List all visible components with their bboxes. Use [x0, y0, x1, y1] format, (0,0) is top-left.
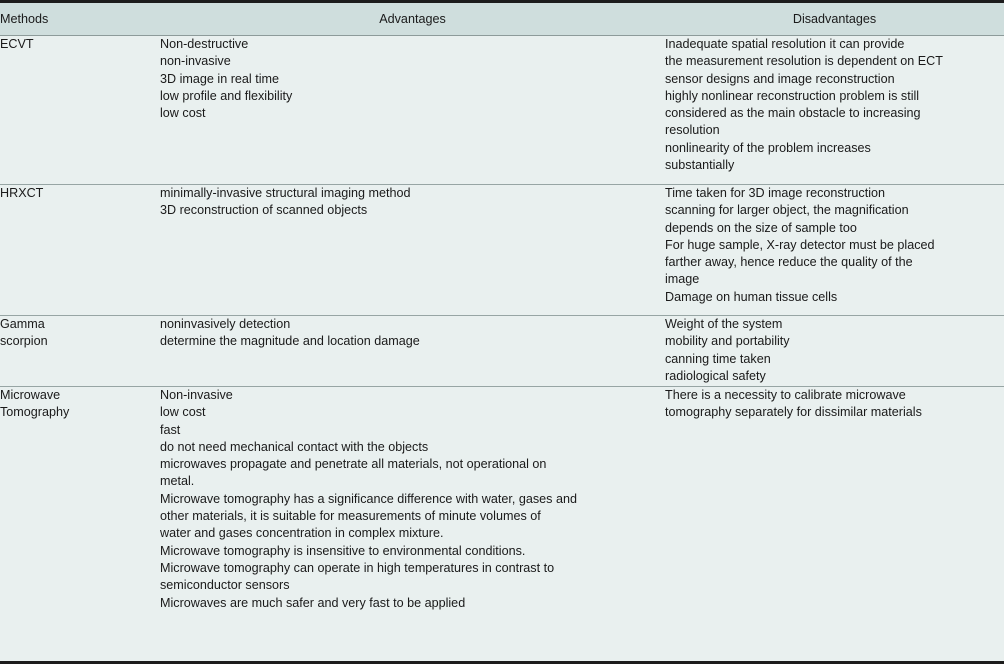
- advantage-line: Non-destructive: [160, 37, 249, 51]
- methods-comparison-table: [0, 3, 1004, 615]
- cell-advantages: [160, 185, 665, 316]
- column-header-disadvantages: Disadvantages: [665, 3, 1004, 36]
- disadvantages-lines: [665, 36, 1004, 174]
- header-row: [0, 3, 1004, 36]
- advantage-line: determine the magnitude and location damage: [160, 334, 420, 349]
- advantage-line: non-invasive: [160, 54, 231, 69]
- disadvantages-lines: [665, 316, 1004, 385]
- advantage-line: Non-invasive: [160, 388, 233, 402]
- advantage-line: microwaves propagate and penetrate all materials, not operational on: [160, 457, 547, 472]
- cell-method: [0, 185, 160, 316]
- disadvantage-line: highly nonlinear reconstruction problem is still: [665, 88, 920, 103]
- advantage-line: 3D reconstruction of scanned objects: [160, 203, 368, 218]
- disadvantage-line: mobility and portability: [665, 334, 790, 349]
- disadvantage-line: farther away, hence reduce the quality of the: [665, 255, 913, 270]
- advantage-line: Microwave tomography can operate in high temperatures in contrast to: [160, 560, 555, 575]
- disadvantage-line: Time taken for 3D image reconstruction: [665, 186, 886, 200]
- cell-disadvantages: [665, 185, 1004, 316]
- method-name-line: Gamma: [0, 317, 45, 331]
- cell-advantages: [160, 387, 665, 616]
- advantages-lines: [160, 185, 665, 220]
- method-name-line: scorpion: [0, 334, 48, 349]
- method-name-lines: [0, 387, 160, 422]
- advantages-lines: [160, 316, 665, 351]
- cell-disadvantages: [665, 387, 1004, 616]
- disadvantage-line: sensor designs and image reconstruction: [665, 71, 895, 86]
- disadvantage-line: resolution: [665, 123, 720, 138]
- column-header-methods: Methods: [0, 3, 160, 36]
- disadvantage-line: nonlinearity of the problem increases: [665, 140, 871, 155]
- method-name-line: Microwave: [0, 388, 61, 402]
- advantages-lines: [160, 36, 665, 122]
- disadvantage-line: There is a necessity to calibrate microwave: [665, 388, 906, 402]
- table-row: [0, 387, 1004, 616]
- advantages-lines: [160, 387, 665, 612]
- column-header-advantages: Advantages: [160, 3, 665, 36]
- disadvantage-line: canning time taken: [665, 351, 771, 366]
- cell-advantages: [160, 36, 665, 185]
- advantage-line: other materials, it is suitable for measurements of minute volumes of: [160, 509, 541, 524]
- disadvantage-line: For huge sample, X-ray detector must be placed: [665, 237, 935, 252]
- cell-disadvantages: [665, 316, 1004, 387]
- disadvantages-lines: [665, 387, 1004, 422]
- cell-method: [0, 36, 160, 185]
- advantage-line: 3D image in real time: [160, 71, 279, 86]
- cell-advantages: [160, 316, 665, 387]
- disadvantage-line: Inadequate spatial resolution it can provide: [665, 37, 905, 51]
- advantage-line: low profile and flexibility: [160, 88, 293, 103]
- disadvantage-line: radiological safety: [665, 368, 766, 383]
- advantage-line: do not need mechanical contact with the objects: [160, 439, 429, 454]
- method-name-lines: [0, 36, 160, 53]
- disadvantages-lines: [665, 185, 1004, 306]
- cell-disadvantages: [665, 36, 1004, 185]
- advantage-line: noninvasively detection: [160, 317, 291, 331]
- advantage-line: Microwave tomography is insensitive to environmental conditions.: [160, 543, 526, 558]
- table-body: [0, 36, 1004, 616]
- method-name-line: HRXCT: [0, 186, 44, 200]
- disadvantage-line: tomography separately for dissimilar materials: [665, 405, 922, 420]
- advantage-line: semiconductor sensors: [160, 578, 290, 593]
- advantage-line: metal.: [160, 474, 195, 489]
- method-name-lines: [0, 185, 160, 202]
- disadvantage-line: Damage on human tissue cells: [665, 289, 838, 304]
- disadvantage-line: substantially: [665, 158, 735, 173]
- disadvantage-line: the measurement resolution is dependent on ECT: [665, 54, 943, 69]
- method-name-lines: [0, 316, 160, 351]
- disadvantage-line: image: [665, 272, 700, 287]
- cell-method: [0, 387, 160, 616]
- table-header: [0, 3, 1004, 36]
- method-name-line: ECVT: [0, 37, 34, 51]
- method-name-line: Tomography: [0, 405, 70, 420]
- disadvantage-line: Weight of the system: [665, 317, 783, 331]
- disadvantage-line: depends on the size of sample too: [665, 220, 857, 235]
- table-row: [0, 36, 1004, 185]
- advantage-line: water and gases concentration in complex mixture.: [160, 526, 444, 541]
- cell-method: [0, 316, 160, 387]
- advantage-line: fast: [160, 422, 181, 437]
- table-row: [0, 316, 1004, 387]
- advantage-line: Microwaves are much safer and very fast to be applied: [160, 595, 466, 610]
- advantage-line: low cost: [160, 405, 206, 420]
- disadvantage-line: scanning for larger object, the magnification: [665, 203, 909, 218]
- advantage-line: Microwave tomography has a significance difference with water, gases and: [160, 491, 577, 506]
- disadvantage-line: considered as the main obstacle to increasing: [665, 106, 921, 121]
- advantage-line: minimally-invasive structural imaging method: [160, 186, 411, 200]
- table-row: [0, 185, 1004, 316]
- advantage-line: low cost: [160, 106, 206, 121]
